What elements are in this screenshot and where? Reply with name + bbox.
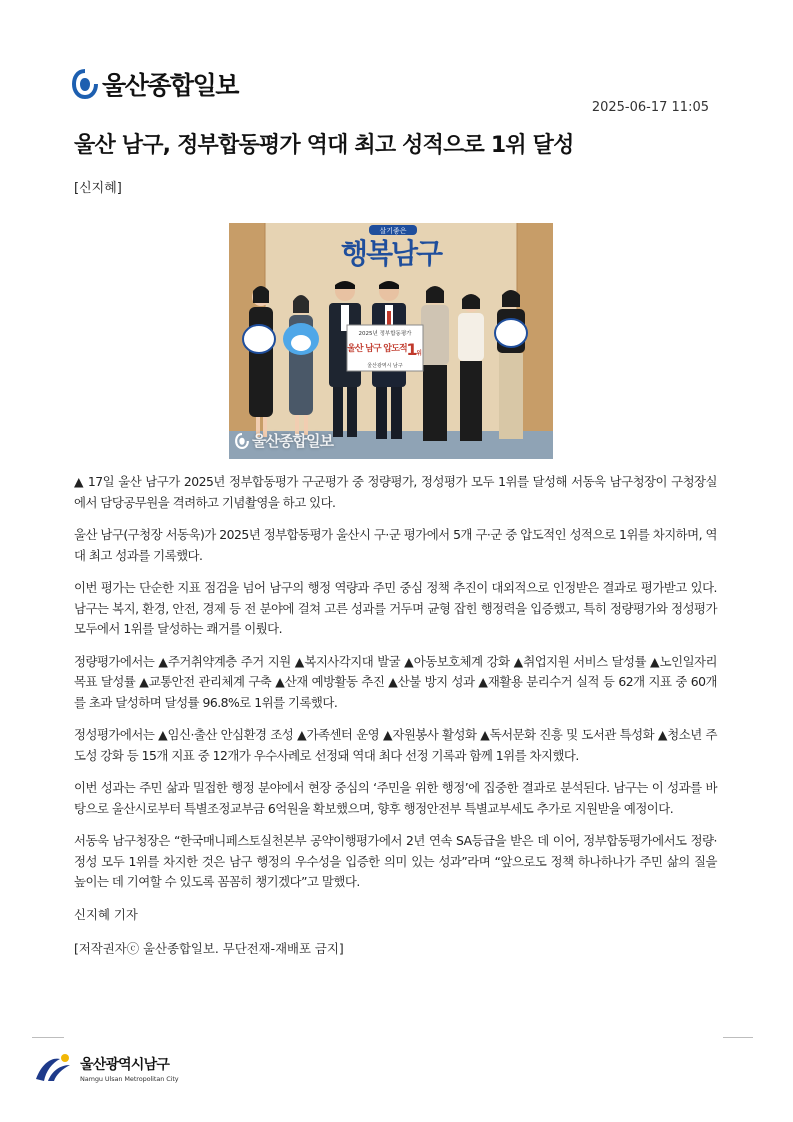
sign-caption: 2025년 정부합동평가 [358,331,412,337]
person-7 [495,290,527,439]
watermark-text: 울산종합일보 [252,432,333,450]
body-paragraph: 정량평가에서는 ▲주거취약계층 주거 지원 ▲복지사각지대 발굴 ▲아동보호체계 강화 ▲취업지원 서비스 달성률 ▲노인일자리 목표 달성률 ▲교통안전 관리체계 구축 ▲산재 예방활동 추진 ▲산불 방지 성과 ▲재활용 분리수거 실적 등 62개 지표 중 60개를 초과 달성하며 달성률 96.8%로 1위를 기록했다. [74,653,717,710]
article-headline: 울산 남구, 정부합동평가 역대 최고 성적으로 1위 달성 [74,133,574,158]
footer-name-en: Namgu Ulsan Metropolitan City [80,1074,179,1083]
footer-name-kr: 울산광역시남구 [80,1056,170,1073]
person-6 [458,294,484,441]
photo-scene [229,223,553,459]
sign-footer: 울산광역시 남구 [367,363,403,369]
award-sign [347,325,423,371]
body-paragraph: 이번 성과는 주민 삶과 밀접한 행정 분야에서 현장 중심의 ‘주민을 위한 행정’에 집중한 결과로 분석된다. 남구는 이 성과를 바탕으로 울산시로부터 특별조정교부금 6억원을 확보했으며, 향후 행정안전부 특별교부세도 추가로 지원받을 예정이다. [74,780,717,816]
publish-timestamp: 2025-06-17 11:05 [591,100,709,115]
body-paragraph: 이번 평가는 단순한 지표 점검을 넘어 남구의 행정 역량과 주민 중심 정책 추진이 대외적으로 인정받은 결과로 평가받고 있다. 남구는 복지, 환경, 안전, 경제 등 전 분야에 걸쳐 고른 성과를 거두며 균형 잡힌 행정력을 입증했고, 특히 정량평가와 정성평가 모두에서 1위를 달성하는 쾌거를 이뤘다. [74,580,717,636]
article-photo [229,223,553,459]
copyright-notice: [저작권자ⓒ 울산종합일보. 무단전재-재배포 금지] [74,940,344,956]
footer-names [80,1054,179,1083]
watermark-logo-icon [235,433,249,449]
body-paragraph: 정성평가에서는 ▲임신·출산 안심환경 조성 ▲가족센터 운영 ▲자원봉사 활성화 ▲독서문화 진흥 및 도서관 특성화 ▲청소년 주도성 강화 등 15개 지표 중 12개가 우수사례로 선정돼 역대 최다 선정 기록과 함께 1위를 차지했다. [74,727,717,763]
footer-logo[interactable] [34,1053,179,1083]
masthead[interactable] [72,66,238,102]
banner-text: 행복남구 [340,237,442,270]
body-paragraph: 울산 남구(구청장 서동욱)가 2025년 정부합동평가 울산시 구·군 평가에서 5개 구·군 중 압도적인 성적으로 1위를 차지하며, 역대 최고 성과를 기록했다. [74,527,717,563]
sign-text: 울산 남구 압도적 [347,344,407,354]
body-paragraph: 서동욱 남구청장은 “한국매니페스토실천본부 공약이행평가에서 2년 연속 SA등급을 받은 데 이어, 정부합동평가에서도 정량·정성 모두 1위를 차지한 것은 남구 행정의 우수성을 입증한 의미 있는 성과”라며 “앞으로도 정책 하나하나가 주민 삶의 질을 높이는 데 기여할 수 있도록 꼼꼼히 챙기겠다”고 말했다. [74,833,717,889]
article-body [74,472,717,959]
banner-small-text: 살기좋은 [379,227,407,235]
sign-rank-suffix: 위 [416,350,422,357]
footer-rule-left [32,1037,64,1038]
footer-emblem-icon [34,1053,74,1083]
masthead-logo-icon [72,69,98,99]
reporter-name: 신지혜 기자 [74,906,138,922]
masthead-name: 울산종합일보 [102,71,238,100]
person-5 [421,286,449,441]
article-byline: [신지혜] [74,181,122,196]
sign-rank: 1 [406,340,418,359]
photo-caption-paragraph: ▲ 17일 울산 남구가 2025년 정부합동평가 구군평가 중 정량평가, 정성평가 모두 1위를 달성해 서동욱 남구청장이 구청장실에서 담당공무원을 격려하고 기념촬영을 하고 있다. [74,474,717,510]
footer-rule-right [723,1037,753,1038]
photo-watermark [235,430,333,451]
